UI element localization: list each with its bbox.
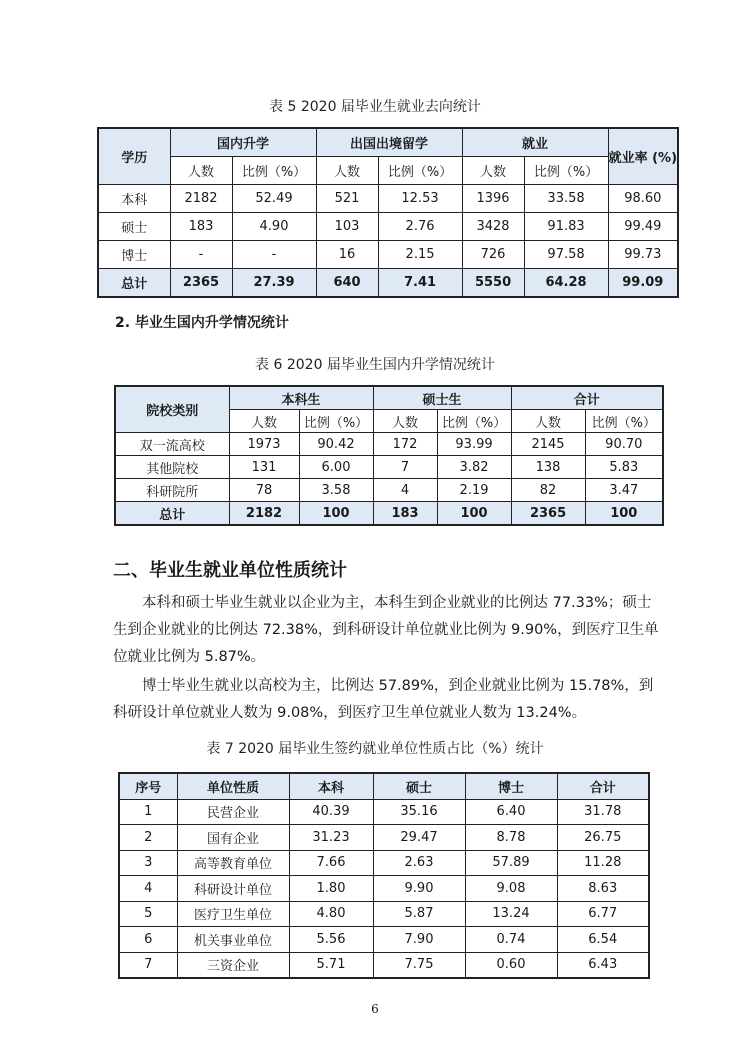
table-cell: 1.80	[289, 876, 373, 902]
total-row	[98, 269, 678, 298]
row-label: 科研院所	[115, 479, 229, 502]
table-cell: 8.78	[465, 825, 557, 851]
table-cell: 35.16	[373, 799, 465, 825]
table-cell: 131	[229, 456, 299, 479]
column-header: 本科	[289, 773, 373, 799]
table-cell: 90.70	[585, 433, 663, 456]
table-cell: 12.53	[378, 185, 462, 213]
subsection-heading: 2. 毕业生国内升学情况统计	[115, 315, 289, 331]
row-label: 1	[119, 799, 177, 825]
table-cell: 3.47	[585, 479, 663, 502]
table-cell: 6.54	[557, 927, 649, 953]
total-cell: 7.41	[378, 269, 462, 298]
table-cell: 5.71	[289, 952, 373, 978]
table-cell: 726	[462, 241, 524, 269]
table7	[118, 772, 650, 979]
total-cell: 5550	[462, 269, 524, 298]
header-ratio: 比例（%）	[437, 410, 511, 433]
table-row	[98, 213, 678, 241]
table-cell: 26.75	[557, 825, 649, 851]
table6-caption: 表 6 2020 届毕业生国内升学情况统计	[255, 357, 495, 373]
table-cell: 6.40	[465, 799, 557, 825]
table-cell: 6.43	[557, 952, 649, 978]
section-title: 二、毕业生就业单位性质统计	[113, 560, 347, 581]
row-label: 本科	[98, 185, 170, 213]
header-degree: 学历	[98, 128, 170, 185]
total-label: 总计	[98, 269, 170, 298]
table-row	[98, 185, 678, 213]
header-ratio: 比例（%）	[378, 157, 462, 185]
table-cell: 科研设计单位	[177, 876, 289, 902]
table-cell: 高等教育单位	[177, 850, 289, 876]
row-label: 双一流高校	[115, 433, 229, 456]
table-cell: 16	[316, 241, 378, 269]
header-count: 人数	[170, 157, 232, 185]
table-cell: 5.56	[289, 927, 373, 953]
table-row	[98, 241, 678, 269]
table-cell: 99.49	[608, 213, 678, 241]
table-cell: 183	[170, 213, 232, 241]
table-row	[119, 901, 649, 927]
total-cell: 100	[437, 502, 511, 526]
table-cell: 7.75	[373, 952, 465, 978]
header-count: 人数	[462, 157, 524, 185]
table-cell: 7	[373, 456, 437, 479]
table-cell: 103	[316, 213, 378, 241]
header-master: 硕士生	[373, 386, 511, 410]
table-cell: 52.49	[232, 185, 316, 213]
table-cell: 6.00	[299, 456, 373, 479]
table-cell: 13.24	[465, 901, 557, 927]
header-count: 人数	[316, 157, 378, 185]
table-cell: 40.39	[289, 799, 373, 825]
header-ratio: 比例（%）	[232, 157, 316, 185]
table-cell: 7.66	[289, 850, 373, 876]
column-header: 单位性质	[177, 773, 289, 799]
total-label: 总计	[115, 502, 229, 526]
table-row	[119, 876, 649, 902]
table-cell: 93.99	[437, 433, 511, 456]
header-employed: 就业	[462, 128, 608, 157]
table-cell: 3428	[462, 213, 524, 241]
paragraph-2: 博士毕业生就业以高校为主，比例达 57.89%，到企业就业比例为 15.78%，到科研设计单位就业人数为 9.08%，到医疗卫生单位就业人数为 13.24%。	[113, 678, 654, 721]
table-cell: 2182	[170, 185, 232, 213]
table-cell: 9.90	[373, 876, 465, 902]
row-label: 博士	[98, 241, 170, 269]
table-row	[119, 850, 649, 876]
total-row	[115, 502, 663, 526]
table-cell: 1973	[229, 433, 299, 456]
table-cell: 33.58	[524, 185, 608, 213]
table5	[97, 127, 679, 298]
table5-caption: 表 5 2020 届毕业生就业去向统计	[269, 99, 481, 115]
table-cell: 138	[511, 456, 585, 479]
table-row	[115, 433, 663, 456]
total-cell: 27.39	[232, 269, 316, 298]
table-cell: 三资企业	[177, 952, 289, 978]
total-cell: 2365	[511, 502, 585, 526]
table-cell: 29.47	[373, 825, 465, 851]
table-cell: 机关事业单位	[177, 927, 289, 953]
table-cell: -	[170, 241, 232, 269]
total-cell: 99.09	[608, 269, 678, 298]
header-ratio: 比例（%）	[585, 410, 663, 433]
table6	[114, 385, 664, 526]
header-domestic: 国内升学	[170, 128, 316, 157]
table-cell: 2.19	[437, 479, 511, 502]
table-row	[119, 952, 649, 978]
column-header: 合计	[557, 773, 649, 799]
page-number: 6	[371, 1002, 379, 1016]
header-count: 人数	[373, 410, 437, 433]
table-cell: 4.90	[232, 213, 316, 241]
table-cell: 11.28	[557, 850, 649, 876]
row-label: 其他院校	[115, 456, 229, 479]
header-total: 合计	[511, 386, 663, 410]
table-row	[119, 825, 649, 851]
header-count: 人数	[229, 410, 299, 433]
total-cell: 100	[585, 502, 663, 526]
row-label: 2	[119, 825, 177, 851]
table-cell: 99.73	[608, 241, 678, 269]
table-cell: 医疗卫生单位	[177, 901, 289, 927]
table-cell: 172	[373, 433, 437, 456]
column-header: 序号	[119, 773, 177, 799]
row-label: 4	[119, 876, 177, 902]
header-count: 人数	[511, 410, 585, 433]
column-header: 博士	[465, 773, 557, 799]
table-cell: 3.82	[437, 456, 511, 479]
table-cell: 98.60	[608, 185, 678, 213]
row-label: 硕士	[98, 213, 170, 241]
header-ratio: 比例（%）	[299, 410, 373, 433]
column-header: 硕士	[373, 773, 465, 799]
table-cell: 国有企业	[177, 825, 289, 851]
row-label: 6	[119, 927, 177, 953]
total-cell: 100	[299, 502, 373, 526]
table-row	[119, 799, 649, 825]
row-label: 7	[119, 952, 177, 978]
table-cell: 6.77	[557, 901, 649, 927]
total-cell: 640	[316, 269, 378, 298]
table-cell: 0.74	[465, 927, 557, 953]
table-cell: 521	[316, 185, 378, 213]
total-cell: 2182	[229, 502, 299, 526]
table-row	[115, 479, 663, 502]
header-ratio: 比例（%）	[524, 157, 608, 185]
table-cell: 3.58	[299, 479, 373, 502]
table-row	[115, 456, 663, 479]
table-cell: 2145	[511, 433, 585, 456]
table-cell: 民营企业	[177, 799, 289, 825]
table-cell: 2.15	[378, 241, 462, 269]
table7-caption: 表 7 2020 届毕业生签约就业单位性质占比（%）统计	[206, 741, 544, 757]
table-cell: 9.08	[465, 876, 557, 902]
total-cell: 2365	[170, 269, 232, 298]
table-cell: 4.80	[289, 901, 373, 927]
table-cell: 57.89	[465, 850, 557, 876]
table-cell: 82	[511, 479, 585, 502]
table-cell: 2.63	[373, 850, 465, 876]
table-cell: 7.90	[373, 927, 465, 953]
table-cell: 78	[229, 479, 299, 502]
table-cell: 0.60	[465, 952, 557, 978]
table-cell: 5.87	[373, 901, 465, 927]
table-cell: 31.23	[289, 825, 373, 851]
row-label: 5	[119, 901, 177, 927]
table-cell: 2.76	[378, 213, 462, 241]
table-cell: 8.63	[557, 876, 649, 902]
table-cell: 31.78	[557, 799, 649, 825]
table-cell: 5.83	[585, 456, 663, 479]
table-cell: -	[232, 241, 316, 269]
header-abroad: 出国出境留学	[316, 128, 462, 157]
total-cell: 64.28	[524, 269, 608, 298]
header-bachelor: 本科生	[229, 386, 373, 410]
paragraph-1: 本科和硕士毕业生就业以企业为主，本科生到企业就业的比例达 77.33%；硕士生到企业就业的比例达 72.38%，到科研设计单位就业比例为 9.90%，到医疗卫生单位就业比例为 5.87%。	[113, 595, 659, 665]
table-cell: 1396	[462, 185, 524, 213]
table-cell: 97.58	[524, 241, 608, 269]
header-institution-type: 院校类别	[115, 386, 229, 433]
row-label: 3	[119, 850, 177, 876]
header-rate: 就业率 (%)	[608, 128, 678, 185]
table-row	[119, 927, 649, 953]
table-cell: 4	[373, 479, 437, 502]
table-cell: 90.42	[299, 433, 373, 456]
total-cell: 183	[373, 502, 437, 526]
table-cell: 91.83	[524, 213, 608, 241]
